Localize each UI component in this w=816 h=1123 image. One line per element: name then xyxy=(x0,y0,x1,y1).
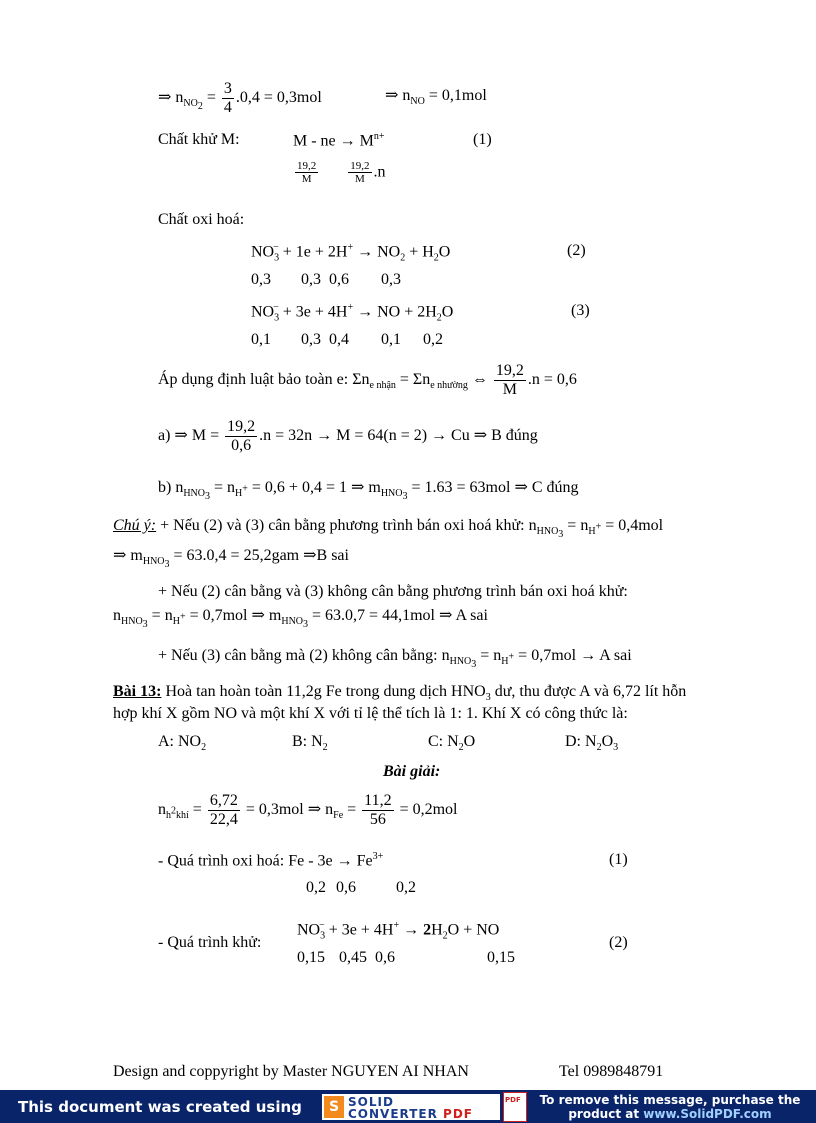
option-a: A: $NO_2$ xyxy=(158,733,207,754)
reduction-label: - Quá trình khử: xyxy=(158,934,262,951)
reducer-label: Chất khử M: xyxy=(158,131,240,148)
option-b: B: $N_2$ xyxy=(292,733,328,754)
pdf-file-icon: PDF xyxy=(503,1092,527,1122)
part-b: b) $n_{HNO_3} = n_{H^+} = 0,6 + 0,4 = 1$ ⇒ $m_{HNO_3} = 1.63 = 63mol$ ⇒ C đúng xyxy=(158,479,579,503)
banner-created-text: This document was created using xyxy=(18,1098,302,1116)
problem-13-line-2: hợp khí X gồm NO và một khí X với tỉ lệ thể tích là 1: 1. Khí X có công thức là: xyxy=(113,705,628,722)
footer-phone: Tel 0989848791 xyxy=(559,1063,664,1080)
equation-no: ⇒ $n_{NO} = 0,1mol$ xyxy=(385,87,487,108)
reaction-2: $NO_3^- + 1e + 2H^+ \to NO_2 + H_2O$ xyxy=(251,242,451,264)
note-line-2: ⇒ $m_{HNO_3} = 63.0,4 = 25,2gam$ ⇒B sai xyxy=(113,547,349,571)
reducer-fractions: $\frac{19,2}{M}$ $\frac{19,2}{M}$ .n xyxy=(297,160,386,186)
oxidizer-label: Chất oxi hoá: xyxy=(158,211,245,228)
reaction-2-values: 0,3 0,3 0,6 0,3 xyxy=(251,271,401,288)
note-line-1: Chú ý: + Nếu (2) và (3) cân bằng phương trình bán oxi hoá khử: $n_{HNO_3} = n_{H^+} = 0,4mol$ xyxy=(113,517,664,541)
logo-line-2: CONVERTER PDF xyxy=(348,1107,473,1121)
note-line-3: + Nếu (2) cân bằng và (3) không cân bằng phương trình bán oxi hoá khử: xyxy=(158,583,628,600)
footer-copyright: Design and coppyright by Master NGUYEN AI NHAN xyxy=(113,1063,469,1080)
oxidation-eq-number: (1) xyxy=(609,851,628,868)
reduction-equation: $NO_3^- + 3e + 4H^+ \to 2H_2O$ + NO xyxy=(297,920,500,942)
reduction-values: 0,15 0,45 0,6 0,15 xyxy=(297,949,515,966)
note-line-5: + Nếu (3) cân bằng mà (2) không cân bằng: $n_{HNO_3} = n_{H^+} = 0,7mol \to A$ sai xyxy=(158,647,632,671)
solution-title: Bài giải: xyxy=(383,763,441,780)
part-a: a) ⇒ M = $\frac{19,2}{0,6}$ .n = 32n → M = 64(n = 2) → Cu ⇒ B đúng xyxy=(158,418,538,454)
reaction-3-number: (3) xyxy=(571,302,590,319)
reaction-2-number: (2) xyxy=(567,242,586,259)
reaction-3: $NO_3^- + 3e + 4H^+$ → NO + $2H_2O$ xyxy=(251,302,454,324)
fraction-3-4: $\frac{3}{4}$ xyxy=(223,80,232,116)
logo-line-1: SOLID xyxy=(348,1095,394,1109)
solid-converter-logo[interactable] xyxy=(322,1094,500,1120)
reducer-eq-number: (1) xyxy=(473,131,492,148)
solidpdf-link[interactable]: www.SolidPDF.com xyxy=(643,1107,772,1121)
banner-purchase-message[interactable]: To remove this message, purchase the product at www.SolidPDF.com xyxy=(539,1093,801,1121)
oxidation-process: - Quá trình oxi hoá: $Fe - 3e \to Fe^{3+}$ xyxy=(158,851,384,870)
reaction-3-values: 0,1 0,3 0,4 0,1 0,2 xyxy=(251,331,443,348)
oxidation-values: 0,2 0,6 0,2 xyxy=(306,879,416,896)
reducer-equation: M - ne → $M^{n+}$ xyxy=(293,131,385,150)
option-d: D: $N_2O_3$ xyxy=(565,733,619,754)
logo-s-icon: S xyxy=(324,1096,344,1118)
solution-moles: $n_{h^2khí}$ = $\frac{6,72}{22,4}$ = 0,3mol ⇒ $n_{Fe}$ = $\frac{11,2}{56}$ = 0,2mol xyxy=(158,792,458,828)
note-line-4: $n_{HNO_3} = n_{H^+} = 0,7mol$ ⇒ $m_{HNO_3} = 63.0,7 = 44,1mol$ ⇒ A sai xyxy=(113,607,488,631)
option-c: C: $N_2O$ xyxy=(428,733,476,754)
equation-no2-no: ⇒ $n_{NO_2}$ = $\frac{3}{4}$ .0,4 = 0,3mol xyxy=(158,80,322,116)
reduction-eq-number: (2) xyxy=(609,934,628,951)
problem-13-line-1: Bài 13: Hoà tan hoàn toàn 11,2g Fe trong dung dịch $HNO_3$ dư, thu được A và 6,72 lít hỗn xyxy=(113,683,687,704)
conservation-law: Áp dụng định luật bảo toàn e: $\Sigma n_{e nhận} = \Sigma n_{e nhường}$ ⇔ $\frac{19,2}{M}$ .n = 0,6 xyxy=(158,362,577,398)
